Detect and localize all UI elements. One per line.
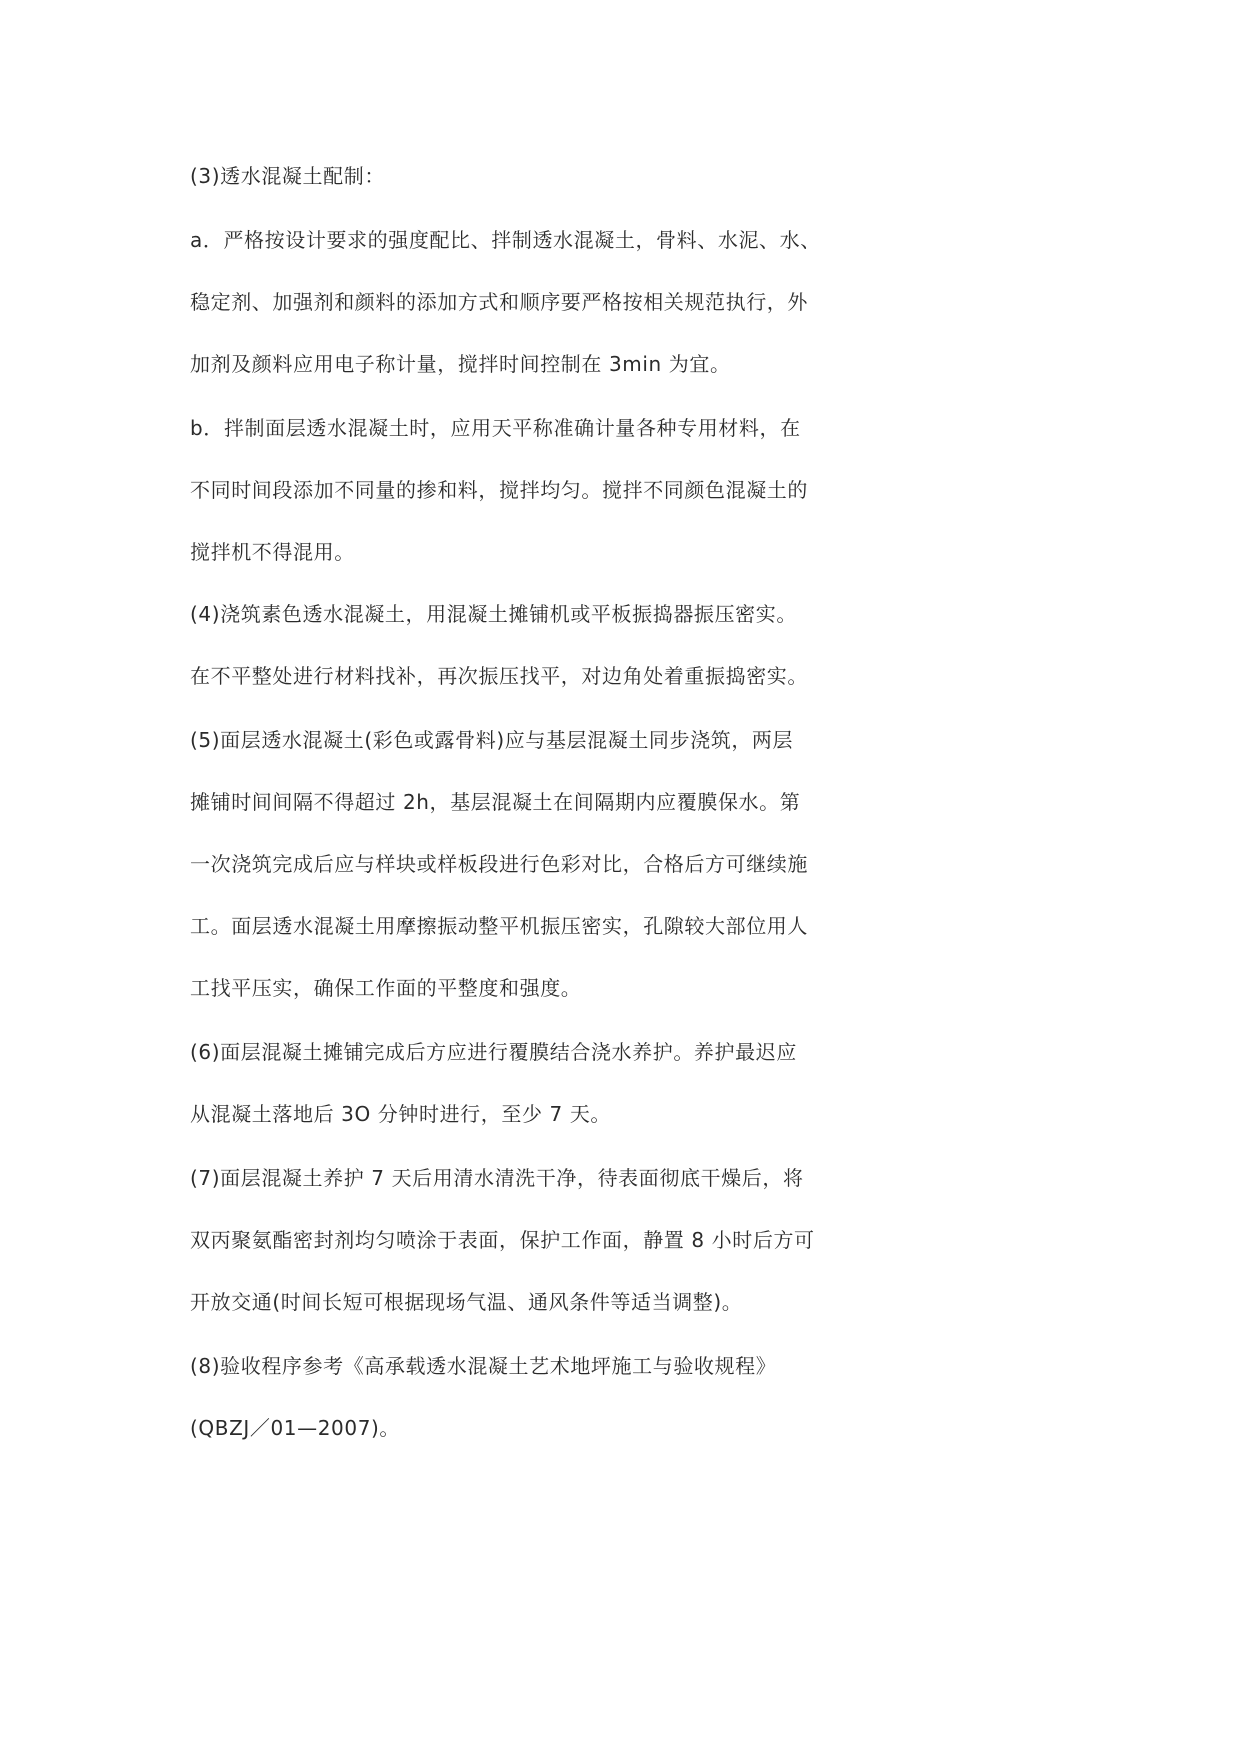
section-4-line-2: 在不平整处进行材料找补，再次振压找平，对边角处着重振捣密实。 [190,664,808,688]
section-7-line-3: 开放交通(时间长短可根据现场气温、通风条件等适当调整)。 [190,1290,743,1314]
item-b-line-3: 搅拌机不得混用。 [190,540,355,564]
item-b-line-1: b．拌制面层透水混凝土时，应用天平称准确计量各种专用材料，在 [190,416,801,440]
section-7-line-1: (7)面层混凝土养护 7 天后用清水清洗干净，待表面彻底干燥后，将 [190,1166,804,1190]
section-6-line-1: (6)面层混凝土摊铺完成后方应进行覆膜结合浇水养护。养护最迟应 [190,1040,797,1064]
section-5-line-5: 工找平压实，确保工作面的平整度和强度。 [190,976,582,1000]
section-7-line-2: 双丙聚氨酯密封剂均匀喷涂于表面，保护工作面，静置 8 小时后方可 [190,1228,815,1252]
item-a-line-2: 稳定剂、加强剂和颜料的添加方式和顺序要严格按相关规范执行，外 [190,290,808,314]
section-5-line-2: 摊铺时间间隔不得超过 2h，基层混凝土在间隔期内应覆膜保水。第 [190,790,801,814]
item-a-line-3: 加剂及颜料应用电子称计量，搅拌时间控制在 3min 为宜。 [190,352,731,376]
section-5-line-4: 工。面层透水混凝土用摩擦振动整平机振压密实，孔隙较大部位用人 [190,914,808,938]
section-8-line-2: (QBZJ／01—2007)。 [190,1416,401,1440]
document-page [190,0,1060,1754]
section-5-line-3: 一次浇筑完成后应与样块或样板段进行色彩对比，合格后方可继续施 [190,852,808,876]
section-8-line-1: (8)验收程序参考《高承载透水混凝土艺术地坪施工与验收规程》 [190,1354,777,1378]
section-3-heading: (3)透水混凝土配制： [190,164,385,188]
item-a-line-1: a．严格按设计要求的强度配比、拌制透水混凝土，骨料、水泥、水、 [190,228,821,252]
section-6-line-2: 从混凝土落地后 3O 分钟时进行，至少 7 天。 [190,1102,612,1126]
section-5-line-1: (5)面层透水混凝土(彩色或露骨料)应与基层混凝土同步浇筑，两层 [190,728,794,752]
item-b-line-2: 不同时间段添加不同量的掺和料，搅拌均匀。搅拌不同颜色混凝土的 [190,478,808,502]
section-4-line-1: (4)浇筑素色透水混凝土，用混凝土摊铺机或平板振捣器振压密实。 [190,602,797,626]
